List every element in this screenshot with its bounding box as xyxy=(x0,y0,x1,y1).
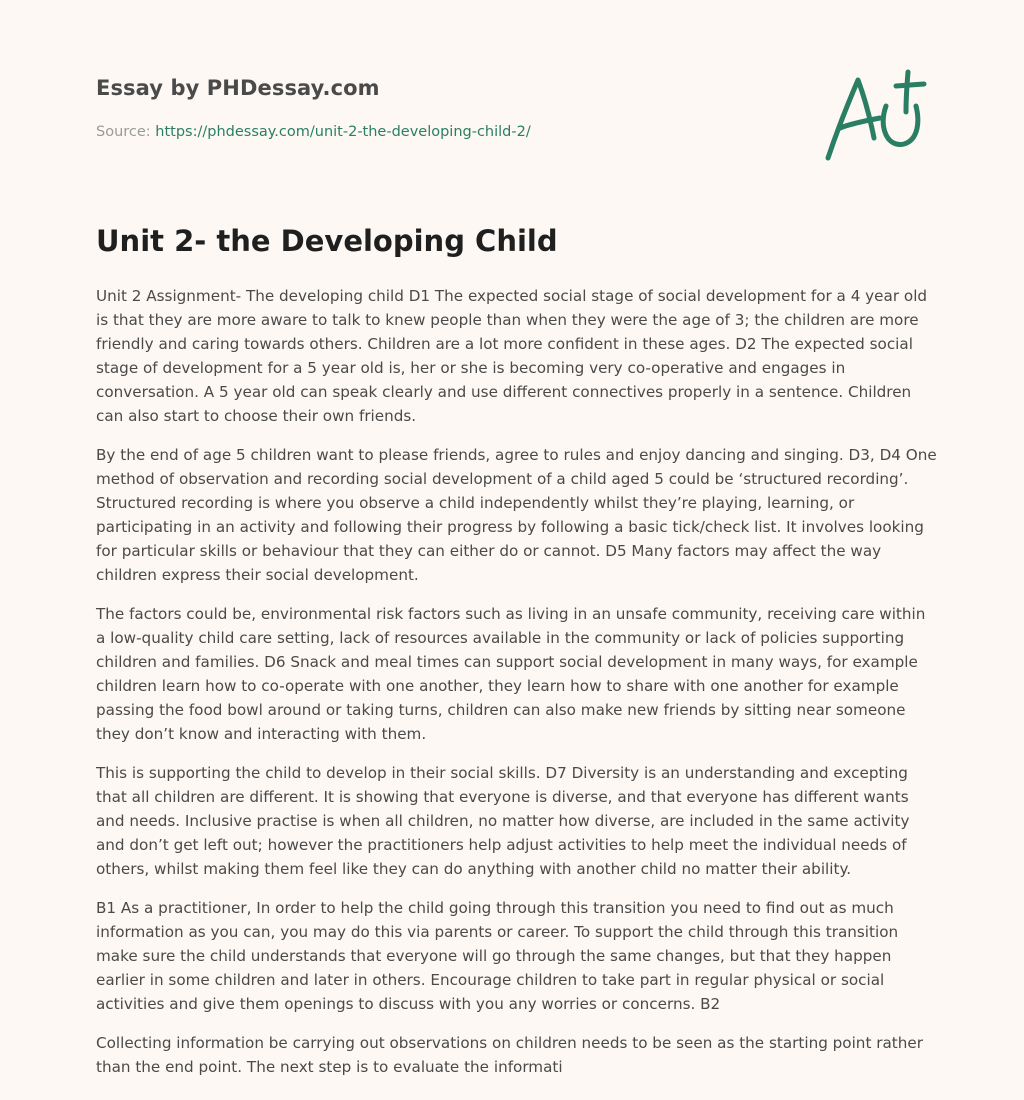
source-link[interactable]: https://phdessay.com/unit-2-the-developing-child-2/ xyxy=(155,124,531,140)
essay-paragraph: Collecting information be carrying out observations on children needs to be seen as the starting point rather than the end point. The next step is to evaluate the informati xyxy=(96,1034,923,1076)
source-label: Source: xyxy=(96,124,151,140)
essay-body xyxy=(96,284,938,1094)
essay-paragraph: Unit 2 Assignment- The developing child D1 The expected social stage of social development for a 4 year old is that they are more aware to talk to knew people than when they were the age of 3; the children are more friendly and caring towards others. Children are a lot more confident in these ages. D2 The expected social stage of development for a 5 year old is, her or she is becoming very co-operative and engages in conversation. A 5 year old can speak clearly and use different connectives properly in a sentence. Children can also start to choose their own friends. xyxy=(96,287,928,425)
site-title: Essay by PHDessay.com xyxy=(96,76,380,100)
essay-title: Unit 2- the Developing Child xyxy=(96,224,558,258)
essay-header xyxy=(96,0,928,180)
essay-paragraph: B1 As a practitioner, In order to help the child going through this transition you need to find out as much information as you can, you may do this via parents or career. To support the child through this transition make sure the child understands that everyone will go through the same changes, but that they happen earlier in some children and later in others. Encourage children to take part in regular physical or social activities and give them openings to discuss with you any worries or concerns. B2 xyxy=(96,899,899,1013)
a-plus-logo-icon xyxy=(820,66,930,166)
essay-paragraph: This is supporting the child to develop in their social skills. D7 Diversity is an understanding and excepting that all children are different. It is showing that everyone is diverse, and that everyone has different wants and needs. Inclusive practise is when all children, no matter how diverse, are included in the same activity and don’t get left out; however the practitioners help adjust activities to help meet the individual needs of others, whilst making them feel like they can do anything with another child no matter their ability. xyxy=(96,764,910,878)
essay-paragraph: By the end of age 5 children want to please friends, agree to rules and enjoy dancing and singing. D3, D4 One method of observation and recording social development of a child aged 5 could be ‘structured recording’. Structured recording is where you observe a child independently whilst they’re playing, learning, or participating in an activity and following their progress by following a basic tick/check list. It involves looking for particular skills or behaviour that they can either do or cannot. D5 Many factors may affect the way children express their social development. xyxy=(96,446,937,584)
essay-paragraph: The factors could be, environmental risk factors such as living in an unsafe community, receiving care within a low-quality child care setting, lack of resources available in the community or lack of policies supporting children and families. D6 Snack and meal times can support social development in many ways, for example children learn how to co-operate with one another, they learn how to share with one another for example passing the food bowl around or taking turns, children can also make new friends by sitting near someone they don’t know and interacting with them. xyxy=(96,605,926,743)
source-line xyxy=(96,124,531,140)
